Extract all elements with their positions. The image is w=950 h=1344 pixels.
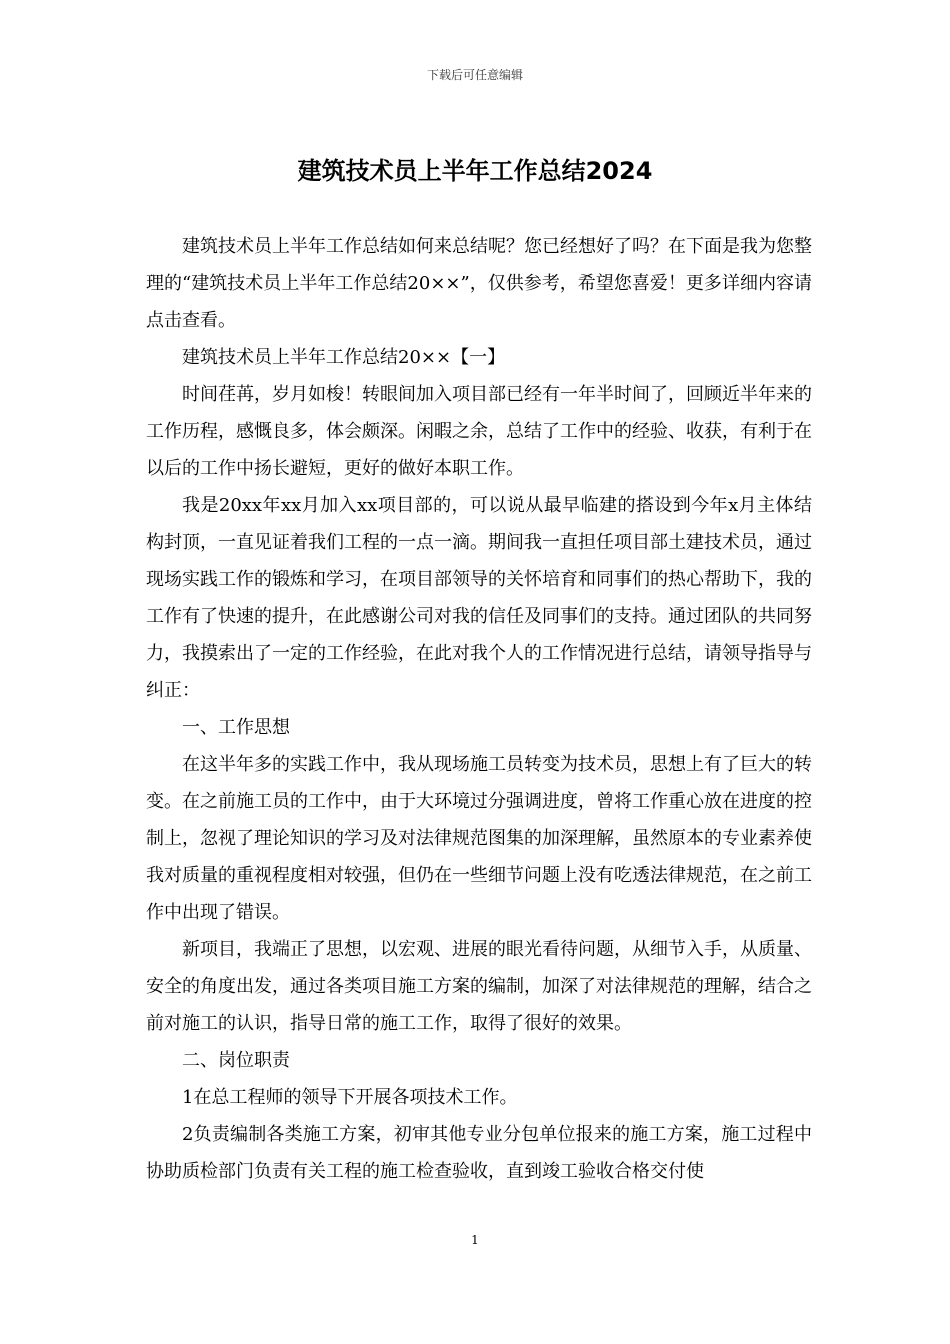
document-body	[146, 228, 812, 1190]
paragraph: 新项目，我端正了思想，以宏观、进展的眼光看待问题，从细节入手，从质量、安全的角度出发，通过各类项目施工方案的编制，加深了对法律规范的理解，结合之前对施工的认识，指导日常的施工工作，取得了很好的效果。	[146, 939, 812, 1034]
section-heading-job-duties: 二、岗位职责	[182, 1050, 290, 1071]
paragraph: 在这半年多的实践工作中，我从现场施工员转变为技术员，思想上有了巨大的转变。在之前施工员的工作中，由于大环境过分强调进度，曾将工作重心放在进度的控制上，忽视了理论知识的学习及对法律规范图集的加深理解，虽然原本的专业素养使我对质量的重视程度相对较强，但仍在一些细节问题上没有吃透法律规范，在之前工作中出现了错误。	[146, 754, 812, 923]
page-number: 1	[471, 1233, 479, 1247]
section-heading-work-thought: 一、工作思想	[182, 717, 290, 738]
page-header: 下载后可任意编辑	[426, 68, 523, 82]
section-heading-part-one: 建筑技术员上半年工作总结20××【一】	[182, 347, 506, 368]
paragraph-intro: 建筑技术员上半年工作总结如何来总结呢？您已经想好了吗？在下面是我为您整理的“建筑技术员上半年工作总结20××”，仅供参考，希望您喜爱！更多详细内容请点击查看。	[146, 236, 812, 331]
list-item: 1在总工程师的领导下开展各项技术工作。	[182, 1087, 518, 1108]
document-title: 建筑技术员上半年工作总结2024	[297, 157, 653, 185]
list-item: 2负责编制各类施工方案，初审其他专业分包单位报来的施工方案，施工过程中协助质检部门负责有关工程的施工检查验收，直到竣工验收合格交付使	[146, 1124, 812, 1182]
paragraph: 我是20xx年xx月加入xx项目部的，可以说从最早临建的搭设到今年x月主体结构封顶，一直见证着我们工程的一点一滴。期间我一直担任项目部土建技术员，通过现场实践工作的锻炼和学习，在项目部领导的关怀培育和同事们的热心帮助下，我的工作有了快速的提升，在此感谢公司对我的信任及同事们的支持。通过团队的共同努力，我摸索出了一定的工作经验，在此对我个人的工作情况进行总结，请领导指导与纠正：	[146, 495, 812, 701]
paragraph: 时间荏苒，岁月如梭！转眼间加入项目部已经有一年半时间了，回顾近半年来的工作历程，感慨良多，体会颇深。闲暇之余，总结了工作中的经验、收获，有利于在以后的工作中扬长避短，更好的做好本职工作。	[146, 384, 812, 479]
